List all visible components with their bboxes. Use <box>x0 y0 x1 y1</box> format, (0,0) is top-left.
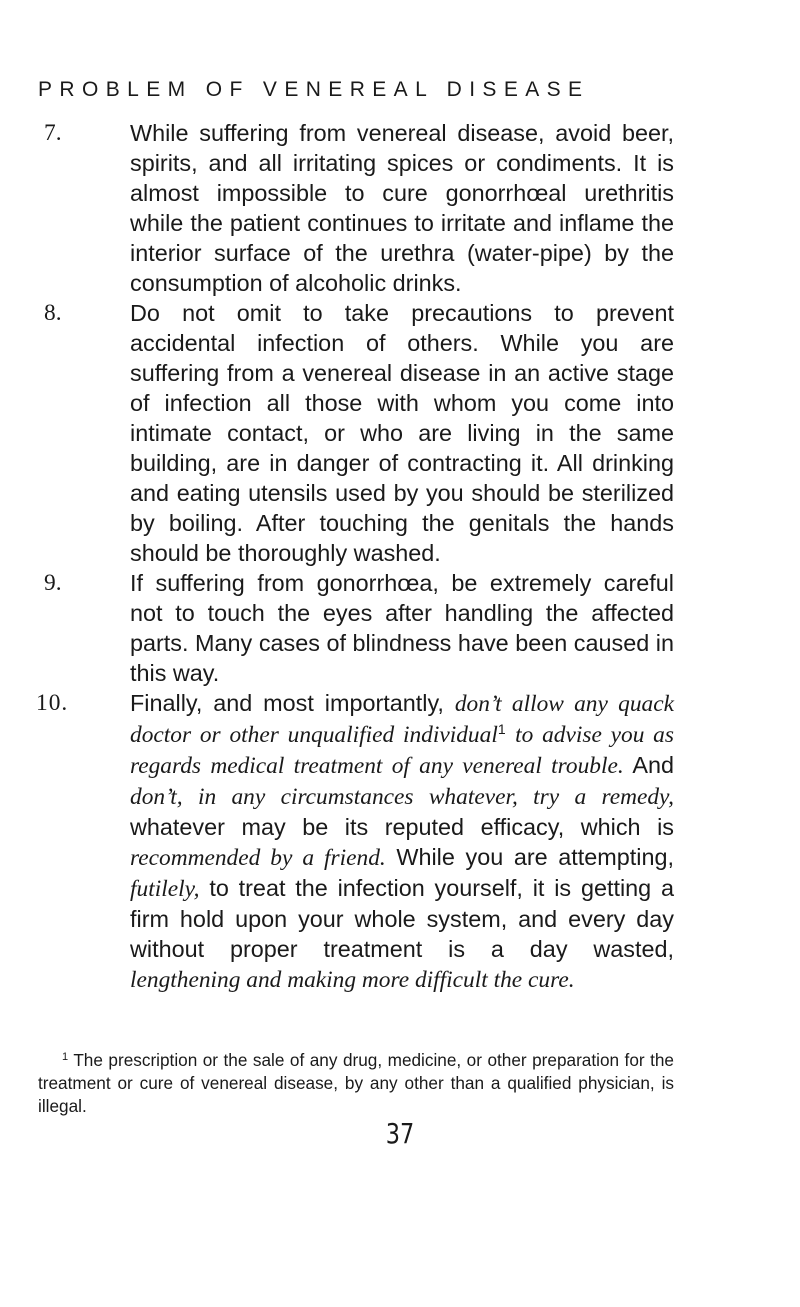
list-item <box>44 298 674 568</box>
item-text: whatever may be its reputed efficacy, which is <box>130 814 674 840</box>
italic-emphasis: lengthening and making more difficult the cure. <box>130 967 575 993</box>
item-text: While you are attempting, <box>396 844 674 870</box>
item-number: 8. <box>44 300 62 326</box>
footnote-reference[interactable]: 1 <box>497 721 506 737</box>
footnote-mark: 1 <box>62 1051 69 1063</box>
running-head: PROBLEM OF VENEREAL DISEASE <box>38 78 590 101</box>
item-text: While suffering from venereal disease, avoid beer, spirits, and all irritating spices or condiments. It is almost impossible to cure gonorrhœal urethritis while the patient continues to irritate and inflame the interior surface of the urethra (water-pipe) by the consumption of alcoholic drinks. <box>130 120 674 296</box>
item-number: 10. <box>36 690 69 716</box>
item-text: If suffering from gonorrhœa, be extremely careful not to touch the eyes after handling the affected parts. Many cases of blindness have been caused in this way. <box>130 570 674 686</box>
item-number: 9. <box>44 570 62 596</box>
item-number: 7. <box>44 120 62 146</box>
list-item <box>44 118 674 298</box>
page-number: 37 <box>385 1117 415 1150</box>
footnote-text: The prescription or the sale of any drug, medicine, or other preparation for the treatment or cure of venereal disease, by any other than a qualified physician, is illegal. <box>38 1050 674 1116</box>
italic-emphasis: don’t, in any circumstances whatever, try a remedy, <box>130 784 674 810</box>
list-item <box>44 568 674 688</box>
numbered-list <box>0 118 800 995</box>
italic-emphasis: recommended by a friend. <box>130 845 386 871</box>
footnote <box>38 1049 674 1118</box>
item-text-intro: Finally, and most importantly, <box>130 690 444 716</box>
list-item <box>36 688 674 995</box>
italic-emphasis: don’t allow any quack doctor or other unqualified individual <box>130 691 674 748</box>
italic-emphasis: futilely, <box>130 876 200 902</box>
italic-emphasis: to advise you as regards medical treatment of any venereal trouble. <box>130 722 674 779</box>
item-text: to treat the infection yourself, it is getting a firm hold upon your whole system, and every day without proper treatment is a day wasted, <box>130 875 674 962</box>
item-text: And <box>632 752 674 778</box>
item-text: Do not omit to take precautions to prevent accidental infection of others. While you are suffering from a venereal disease in an active stage of infection all those with whom you come into intimate contact, or who are living in the same building, are in danger of contracting it. All drinking and eating utensils used by you should be sterilized by boiling. After touching the genitals the hands should be thoroughly washed. <box>130 300 674 566</box>
